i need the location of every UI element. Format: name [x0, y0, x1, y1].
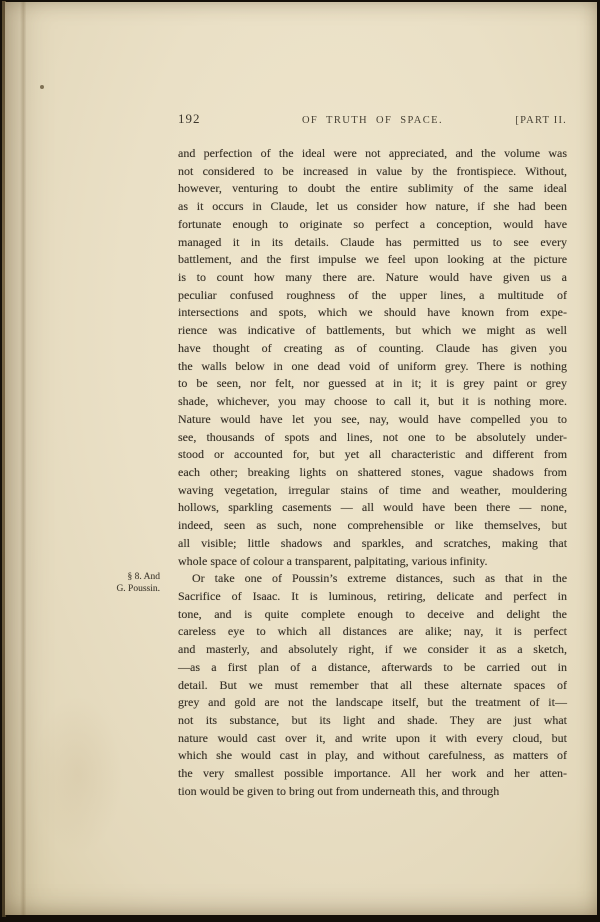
- text-line: managed it in its details. Claude has permitted us to see every: [178, 234, 567, 249]
- text-line: Or take one of Poussin’s extreme distances, such as that in the: [192, 571, 568, 586]
- part-label: [PART II.: [515, 115, 567, 126]
- text-line: not considered to be increased in value by the frontispiece. Without,: [178, 163, 568, 178]
- text-line: rience was indicative of battlements, but which we might as well: [178, 323, 568, 338]
- text-line: the very smallest possible importance. All her work and her atten-: [178, 766, 568, 781]
- text-line: tone, and is quite complete enough to deceive and delight the: [178, 606, 567, 621]
- text-line: intersections and spots, which we should have known from expe-: [178, 305, 567, 320]
- text-line: as it occurs in Claude, let us consider how nature, if she had been: [178, 199, 567, 214]
- margin-sidenote: [75, 572, 160, 595]
- text-line: Sacrifice of Isaac. It is luminous, retiring, delicate and perfect in: [178, 588, 567, 603]
- text-line: all visible; little shadows and sparkles, and scratches, making that: [178, 535, 568, 550]
- paper-speck: [40, 85, 44, 89]
- text-line: see, thousands of spots and lines, not one to be absolutely under-: [178, 429, 568, 444]
- text-line: stood or accounted for, but yet all characteristic and different from: [178, 447, 568, 462]
- text-line: tion would be given to bring out from underneath this, and through: [178, 783, 500, 798]
- text-line: —as a first plan of a distance, afterwards to be carried out in: [178, 659, 567, 674]
- text-line: nature would cast over it, and write upon it with every cloud, but: [178, 730, 568, 745]
- text-line: detail. But we must remember that all these alternate spaces of: [178, 677, 568, 692]
- sidenote-line-2: G. Poussin.: [116, 583, 160, 594]
- text-line: shade, whichever, you may choose to call it, but it is nothing more.: [178, 394, 568, 409]
- text-line: whole space of colour a transparent, palpitating, various infinity.: [178, 553, 488, 568]
- text-line: grey and gold are not the landscape itself, but the treatment of it—: [178, 695, 567, 710]
- sidenote-line-1: § 8. And: [127, 572, 160, 582]
- paper-stain: [33, 695, 123, 855]
- text-line: the walls below in one dead void of uniform grey. There is nothing: [178, 358, 567, 373]
- text-line: each other; breaking lights on shattered stones, vague shadows from: [178, 464, 567, 479]
- body-text: [178, 145, 567, 801]
- page-number: 192: [178, 111, 201, 126]
- text-line: and masterly, and absolutely right, if we consider it as a sketch,: [178, 642, 567, 657]
- text-line: to be seen, nor felt, nor guessed at in it; it is grey paint or grey: [178, 376, 568, 391]
- text-line: careless eye to which all distances are alike; nay, it is perfect: [178, 624, 567, 639]
- text-line: however, venturing to doubt the entire sublimity of the same ideal: [178, 181, 567, 196]
- text-line: peculiar confused roughness of the upper lines, a multitude of: [178, 287, 568, 302]
- running-title: OF TRUTH OF SPACE.: [301, 115, 444, 126]
- text-line: battlement, and the first impulse we feel upon looking at the picture: [178, 252, 568, 267]
- text-line: is to count how many there are. Nature would have given us a: [178, 270, 567, 285]
- text-line: fortunate enough to originate so perfect a conception, would have: [178, 216, 568, 231]
- text-line: not its substance, but its light and shade. They are just what: [178, 713, 568, 727]
- text-line: and perfection of the ideal were not appreciated, and the volume was: [178, 146, 568, 160]
- text-line: waving vegetation, irregular stains of time and weather, mouldering: [178, 482, 568, 497]
- book-page: [5, 2, 597, 915]
- page-header: [178, 111, 567, 126]
- text-line: indeed, seen as such, none comprehensible or like themselves, but: [178, 518, 567, 533]
- gutter-fold: [20, 2, 26, 915]
- text-line: Nature would have let you see, nay, would have compelled you to: [178, 411, 567, 426]
- text-line: have thought of creating as of counting. Claude has given you: [178, 340, 567, 355]
- text-line: which she would cast in play, and without carefulness, as matters of: [178, 748, 567, 763]
- text-line: hollows, sparkling casements — all would have been there — none,: [178, 500, 567, 515]
